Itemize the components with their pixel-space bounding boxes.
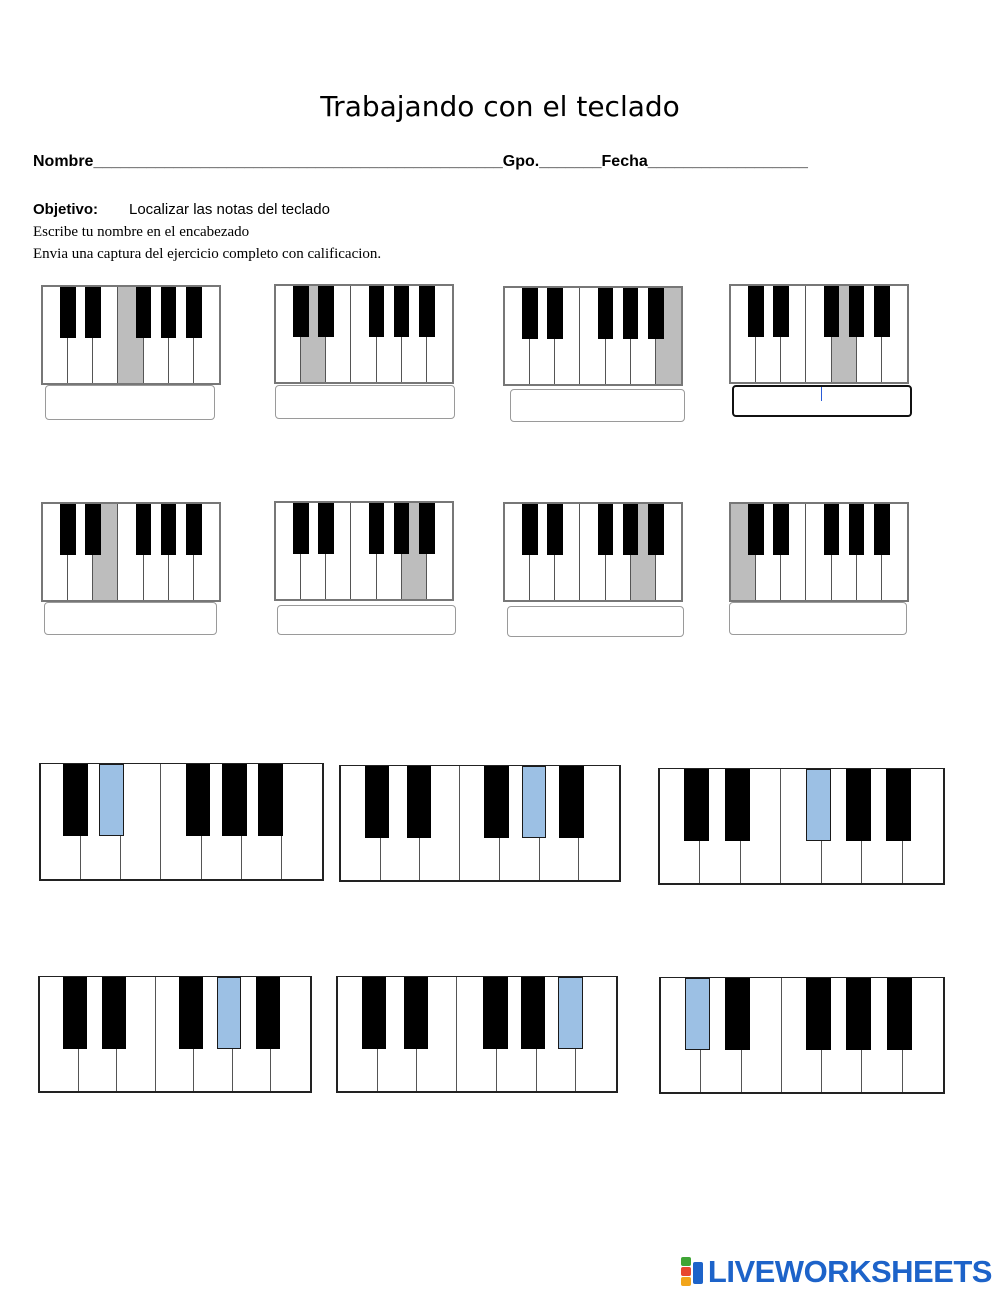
keyboard-small	[729, 284, 909, 384]
objective	[33, 201, 330, 218]
black-key	[186, 504, 202, 555]
black-key[interactable]	[63, 977, 87, 1049]
keyboard-large	[658, 768, 945, 885]
keyboard-small	[41, 502, 221, 602]
black-key	[136, 287, 152, 338]
black-key	[161, 287, 177, 338]
black-key-highlighted[interactable]	[522, 766, 547, 838]
black-key	[522, 504, 538, 555]
white-key	[579, 766, 619, 880]
black-key[interactable]	[102, 977, 126, 1049]
black-key	[547, 504, 563, 555]
white-key	[282, 764, 322, 879]
keyboard-large	[336, 976, 618, 1093]
date-blank: __________________	[647, 153, 808, 170]
black-key[interactable]	[846, 769, 871, 841]
text-caret	[821, 387, 822, 401]
black-key	[85, 287, 101, 338]
black-key[interactable]	[521, 977, 546, 1049]
note-answer-input[interactable]	[45, 385, 215, 420]
black-key[interactable]	[725, 769, 750, 841]
date-label: Fecha	[601, 153, 648, 170]
instruction-1: Escribe tu nombre en el encabezado	[33, 224, 250, 240]
black-key[interactable]	[559, 766, 584, 838]
name-blank: ______________________________________________	[93, 153, 503, 170]
black-key	[547, 288, 563, 339]
black-key[interactable]	[362, 977, 387, 1049]
black-key[interactable]	[186, 764, 211, 836]
keyboard-large	[38, 976, 312, 1093]
liveworksheets-logo-icon	[681, 1257, 705, 1287]
black-key	[648, 288, 664, 339]
black-key	[293, 503, 309, 554]
black-key	[60, 287, 76, 338]
black-key	[369, 503, 385, 554]
black-key	[522, 288, 538, 339]
objective-label: Objetivo:	[33, 201, 99, 218]
keyboard-large	[339, 765, 621, 882]
note-answer-input[interactable]	[729, 602, 907, 635]
brand-name: LIVEWORKSHEETS	[707, 1254, 992, 1289]
black-key	[186, 287, 202, 338]
black-key[interactable]	[258, 764, 283, 836]
black-key[interactable]	[407, 766, 432, 838]
black-key	[773, 286, 789, 337]
black-key	[623, 288, 639, 339]
black-key	[748, 504, 764, 555]
keyboard-small	[41, 285, 221, 385]
black-key	[874, 504, 890, 555]
black-key	[394, 286, 410, 337]
black-key	[748, 286, 764, 337]
black-key	[419, 503, 435, 554]
black-key[interactable]	[846, 978, 871, 1050]
black-key	[318, 503, 334, 554]
keyboard-small	[503, 502, 683, 602]
black-key[interactable]	[725, 978, 750, 1050]
black-key[interactable]	[222, 764, 247, 836]
black-key-highlighted[interactable]	[217, 977, 241, 1049]
note-answer-input[interactable]	[732, 385, 912, 417]
black-key-highlighted[interactable]	[806, 769, 831, 841]
black-key[interactable]	[483, 977, 508, 1049]
black-key[interactable]	[684, 769, 709, 841]
page-title: Trabajando con el teclado	[320, 90, 680, 123]
black-key[interactable]	[887, 978, 912, 1050]
black-key	[136, 504, 152, 555]
black-key	[849, 504, 865, 555]
black-key[interactable]	[179, 977, 203, 1049]
black-key	[161, 504, 177, 555]
note-answer-input[interactable]	[510, 389, 685, 422]
black-key	[598, 504, 614, 555]
black-key	[293, 286, 309, 337]
note-answer-input[interactable]	[44, 602, 217, 635]
black-key	[419, 286, 435, 337]
black-key-highlighted[interactable]	[99, 764, 124, 836]
black-key	[394, 503, 410, 554]
group-blank: _______	[539, 153, 602, 170]
black-key[interactable]	[256, 977, 280, 1049]
black-key	[874, 286, 890, 337]
black-key	[318, 286, 334, 337]
black-key-highlighted[interactable]	[558, 977, 583, 1049]
keyboard-small	[274, 284, 454, 384]
objective-text: Localizar las notas del teclado	[129, 201, 330, 218]
black-key	[849, 286, 865, 337]
keyboard-large	[39, 763, 324, 881]
brand-logo	[681, 1254, 992, 1290]
group-label: Gpo.	[502, 153, 540, 170]
black-key	[598, 288, 614, 339]
black-key[interactable]	[886, 769, 911, 841]
note-answer-input[interactable]	[275, 385, 455, 419]
instruction-2: Envia una captura del ejercicio completo con calificacion.	[33, 246, 382, 262]
black-key	[623, 504, 639, 555]
header-fields	[33, 153, 808, 171]
black-key	[648, 504, 664, 555]
black-key[interactable]	[484, 766, 509, 838]
black-key	[824, 286, 840, 337]
black-key[interactable]	[404, 977, 429, 1049]
keyboard-small	[503, 286, 683, 386]
black-key[interactable]	[806, 978, 831, 1050]
black-key[interactable]	[63, 764, 88, 836]
keyboard-small	[274, 501, 454, 601]
black-key[interactable]	[365, 766, 390, 838]
keyboard-large	[659, 977, 945, 1094]
black-key	[85, 504, 101, 555]
keyboard-small	[729, 502, 909, 602]
name-label: Nombre	[33, 153, 94, 170]
note-answer-input[interactable]	[277, 605, 456, 635]
black-key	[369, 286, 385, 337]
black-key	[773, 504, 789, 555]
black-key-highlighted[interactable]	[685, 978, 710, 1050]
white-key	[121, 764, 161, 879]
note-answer-input[interactable]	[507, 606, 684, 637]
black-key	[60, 504, 76, 555]
black-key	[824, 504, 840, 555]
